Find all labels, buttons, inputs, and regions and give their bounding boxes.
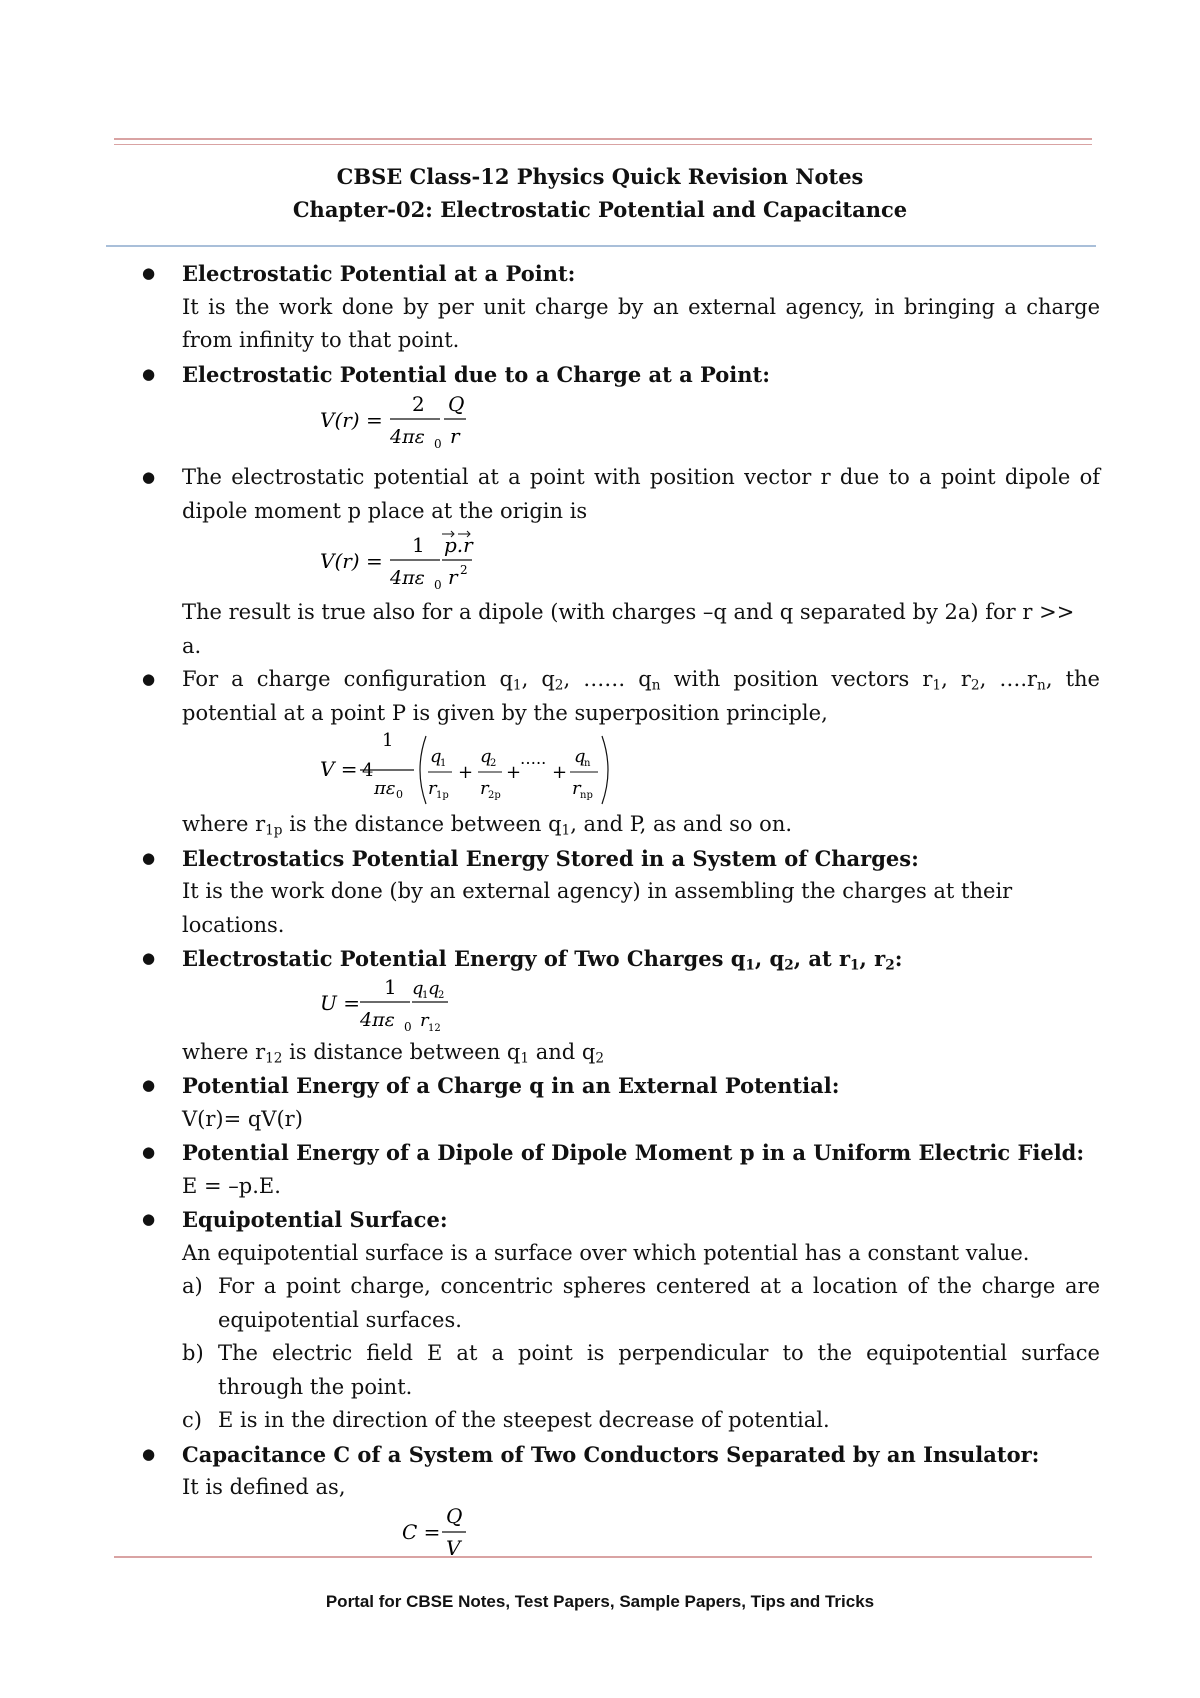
svg-text:+: + <box>552 762 568 783</box>
svg-text:r: r <box>428 778 437 799</box>
formula-den: V <box>446 1535 461 1560</box>
page-header <box>0 160 1200 226</box>
svg-text:2: 2 <box>490 758 497 769</box>
item-heading: Electrostatic Potential due to a Charge at a Point: <box>182 361 770 387</box>
svg-text:1p: 1p <box>436 790 449 801</box>
svg-text:q: q <box>428 977 440 999</box>
notes-body <box>140 257 1100 1563</box>
formula-num: 1 <box>384 975 397 999</box>
formula-den2-sup: 2 <box>460 563 468 577</box>
formula-lhs: V(r) = <box>320 408 383 432</box>
sub-item-letter: a) <box>182 1274 203 1298</box>
svg-text:q: q <box>574 746 586 767</box>
svg-text:12: 12 <box>428 1022 441 1034</box>
header-divider <box>106 245 1096 247</box>
sub-item-text: For a point charge, concentric spheres centered at a location of the charge are equipotential surfaces. <box>218 1274 1100 1332</box>
svg-text:+: + <box>506 762 522 783</box>
formula-superposition <box>320 730 740 808</box>
item-text: For a charge configuration $q_1$, $q_2$, …… $q_n$ with position vectors $r_1$, $r_2$, $\dots.r_n$, the potential at a point P is given by the superposition principle, <box>182 667 1100 725</box>
svg-text:q: q <box>430 746 442 767</box>
formula-lhs: V = <box>320 757 358 781</box>
formula-num: Q <box>446 1504 463 1528</box>
formula-lhs: U = <box>320 990 360 1015</box>
list-item <box>140 1136 1100 1203</box>
bullet-icon: ● <box>142 1444 156 1463</box>
formula-stray: 4 <box>362 760 374 781</box>
formula-two-charge-energy <box>320 976 720 1036</box>
sub-item <box>182 1404 1100 1438</box>
list-item <box>140 461 1100 663</box>
item-text: The electrostatic potential at a point with position vector r due to a point dipole of dipole moment p place at the origin is <box>182 465 1100 523</box>
item-heading: Equipotential Surface: <box>182 1207 448 1232</box>
list-item <box>140 942 1100 1069</box>
item-heading: Electrostatics Potential Energy Stored in a System of Charges: <box>182 845 919 871</box>
item-text: It is the work done by per unit charge by an external agency, in bringing a charge from infinity to that point. <box>182 294 1100 352</box>
item-text: E = –p.E. <box>182 1173 281 1198</box>
bullet-icon: ● <box>142 848 156 867</box>
list-item <box>140 1203 1100 1438</box>
formula-den-sub: 0 <box>404 1019 412 1034</box>
formula-den-sub: 0 <box>434 437 442 451</box>
sub-item-letter: b) <box>182 1341 204 1365</box>
sub-item-letter: c) <box>182 1408 202 1432</box>
item-text: V(r)= qV(r) <box>182 1106 303 1131</box>
formula-den: 4πε <box>390 567 425 589</box>
formula-num2: Q <box>448 392 465 416</box>
svg-text:…..: ….. <box>520 749 547 768</box>
item-note: where $r_{1p}$ is the distance between $q_1$, and P, as and so on. <box>182 812 793 839</box>
right-paren-icon <box>602 736 608 804</box>
formula-den: 4πε <box>360 1008 395 1031</box>
formula-den2: r <box>448 565 458 589</box>
formula-den: 4πε <box>390 426 425 448</box>
svg-text:np: np <box>580 790 593 801</box>
item-heading: Potential Energy of a Dipole of Dipole Moment p in a Uniform Electric Field: <box>182 1140 1085 1165</box>
item-heading: Electrostatic Potential at a Point: <box>182 261 576 286</box>
chapter-title: Chapter-02: Electrostatic Potential and Capacitance <box>292 197 908 222</box>
bullet-icon: ● <box>142 1076 156 1094</box>
list-item <box>140 663 1100 842</box>
svg-text:1: 1 <box>422 989 429 1001</box>
list-item <box>140 1438 1100 1563</box>
sub-item <box>182 1270 1100 1337</box>
bullet-icon: ● <box>142 670 156 688</box>
list-item <box>140 257 1100 358</box>
bullet-icon: ● <box>142 468 156 486</box>
svg-text:2: 2 <box>438 989 445 1001</box>
bullet-icon: ● <box>142 364 156 383</box>
formula-den-sub: 0 <box>396 788 403 801</box>
bullet-icon: ● <box>142 949 156 967</box>
sub-item <box>182 1337 1100 1404</box>
item-heading: Potential Energy of a Charge q in an External Potential: <box>182 1073 840 1098</box>
svg-text:2p: 2p <box>488 790 501 801</box>
formula-den2: r <box>450 424 460 448</box>
formula-lhs: C = <box>402 1519 441 1544</box>
bottom-rule <box>114 1556 1092 1558</box>
svg-text:q: q <box>480 746 492 767</box>
item-text: An equipotential surface is a surface over which potential has a constant value. <box>182 1240 1030 1265</box>
page-footer: Portal for CBSE Notes, Test Papers, Sample Papers, Tips and Tricks <box>325 1592 875 1611</box>
item-heading: Electrostatic Potential Energy of Two Charges $q_1$, $q_2$, at $r_1$, $r_2$: <box>182 946 903 974</box>
svg-text:q: q <box>412 977 424 999</box>
formula-point-charge-potential <box>320 391 720 453</box>
list-item <box>140 358 1100 454</box>
item-text: It is defined as, <box>182 1475 346 1499</box>
formula-num2: p.r <box>444 533 473 557</box>
item-heading: Capacitance C of a System of Two Conductors Separated by an Insulator: <box>182 1441 1040 1467</box>
svg-text:r: r <box>420 1009 429 1031</box>
top-rule-thin <box>114 144 1092 145</box>
formula-lhs: V(r) = <box>320 549 383 573</box>
svg-text:n: n <box>584 758 591 769</box>
formula-den: πε <box>374 778 396 799</box>
list-item <box>140 842 1100 943</box>
formula-num: 2 <box>412 392 425 416</box>
svg-text:r: r <box>480 778 489 799</box>
formula-num: 1 <box>412 533 425 557</box>
svg-text:+: + <box>458 762 474 783</box>
formula-num: 1 <box>382 730 394 751</box>
bullet-icon: ● <box>142 1143 156 1161</box>
sub-item-text: The electric field E at a point is perpendicular to the equipotential surface through the point. <box>218 1341 1100 1399</box>
top-rule <box>114 138 1092 140</box>
formula-den-sub: 0 <box>434 578 442 592</box>
sub-item-text: E is in the direction of the steepest decrease of potential. <box>218 1408 830 1432</box>
page-title: CBSE Class-12 Physics Quick Revision Notes <box>336 164 864 189</box>
bullet-icon: ● <box>142 264 156 282</box>
item-note: The result is true also for a dipole (with charges –q and q separated by 2a) for r >> a. <box>182 600 1075 658</box>
left-paren-icon <box>420 736 426 804</box>
svg-text:r: r <box>572 778 581 799</box>
item-text: It is the work done (by an external agency) in assembling the charges at their locations. <box>182 879 1013 937</box>
svg-text:1: 1 <box>440 758 447 769</box>
item-note: where $r_{12}$ is distance between $q_1$ and $q_2$ <box>182 1039 605 1066</box>
list-item <box>140 1069 1100 1136</box>
bullet-icon: ● <box>142 1210 156 1228</box>
formula-capacitance <box>402 1505 602 1563</box>
formula-dipole-potential <box>320 528 720 594</box>
